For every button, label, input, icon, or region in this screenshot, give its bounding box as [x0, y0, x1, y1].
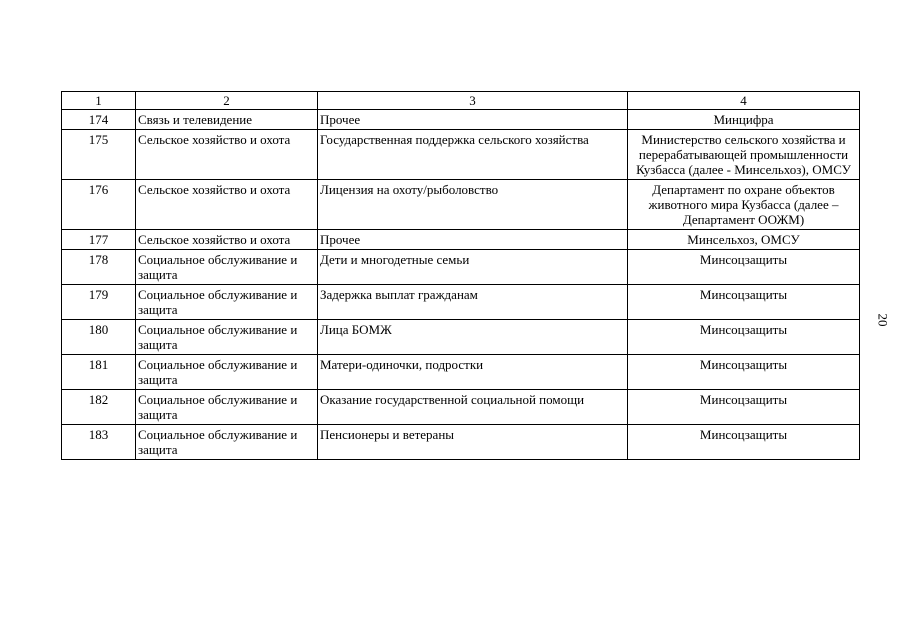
row-sphere: Связь и телевидение — [136, 110, 318, 130]
row-responsible: Минсельхоз, ОМСУ — [628, 230, 860, 250]
row-number: 182 — [62, 390, 136, 425]
row-sphere: Социальное обслуживание и защита — [136, 320, 318, 355]
row-sphere: Социальное обслуживание и защита — [136, 390, 318, 425]
table-row — [62, 230, 860, 250]
row-number: 174 — [62, 110, 136, 130]
table-row — [62, 130, 860, 180]
row-subject: Прочее — [318, 110, 628, 130]
table-header-row — [62, 92, 860, 110]
row-number: 176 — [62, 180, 136, 230]
row-sphere: Социальное обслуживание и защита — [136, 250, 318, 285]
row-responsible: Минсоцзащиты — [628, 355, 860, 390]
row-subject: Задержка выплат гражданам — [318, 285, 628, 320]
row-subject: Лицензия на охоту/рыболовство — [318, 180, 628, 230]
row-responsible: Минсоцзащиты — [628, 250, 860, 285]
row-responsible: Минсоцзащиты — [628, 320, 860, 355]
row-sphere: Сельское хозяйство и охота — [136, 180, 318, 230]
table-row — [62, 355, 860, 390]
page-number: 20 — [875, 313, 891, 327]
table-row — [62, 285, 860, 320]
table-row — [62, 425, 860, 460]
row-number: 175 — [62, 130, 136, 180]
row-number: 183 — [62, 425, 136, 460]
row-subject: Прочее — [318, 230, 628, 250]
row-number: 179 — [62, 285, 136, 320]
row-responsible: Минсоцзащиты — [628, 425, 860, 460]
header-col-3: 3 — [318, 92, 628, 110]
table-row — [62, 320, 860, 355]
table-row — [62, 250, 860, 285]
row-number: 177 — [62, 230, 136, 250]
row-number: 178 — [62, 250, 136, 285]
row-responsible: Минцифра — [628, 110, 860, 130]
header-col-2: 2 — [136, 92, 318, 110]
row-responsible: Министерство сельского хозяйства и перерабатывающей промышленности Кузбасса (далее - Минсельхоз), ОМСУ — [628, 130, 860, 180]
row-sphere: Социальное обслуживание и защита — [136, 285, 318, 320]
row-responsible: Минсоцзащиты — [628, 390, 860, 425]
row-responsible: Департамент по охране объектов животного мира Кузбасса (далее – Департамент ООЖМ) — [628, 180, 860, 230]
row-subject: Дети и многодетные семьи — [318, 250, 628, 285]
row-subject: Государственная поддержка сельского хозяйства — [318, 130, 628, 180]
row-sphere: Сельское хозяйство и охота — [136, 130, 318, 180]
row-sphere: Социальное обслуживание и защита — [136, 355, 318, 390]
row-subject: Матери-одиночки, подростки — [318, 355, 628, 390]
row-sphere: Сельское хозяйство и охота — [136, 230, 318, 250]
row-number: 180 — [62, 320, 136, 355]
table-row — [62, 180, 860, 230]
row-number: 181 — [62, 355, 136, 390]
table-row — [62, 390, 860, 425]
row-subject: Лица БОМЖ — [318, 320, 628, 355]
row-subject: Пенсионеры и ветераны — [318, 425, 628, 460]
header-col-1: 1 — [62, 92, 136, 110]
document-table — [61, 91, 860, 460]
row-subject: Оказание государственной социальной помощи — [318, 390, 628, 425]
header-col-4: 4 — [628, 92, 860, 110]
row-sphere: Социальное обслуживание и защита — [136, 425, 318, 460]
table-row — [62, 110, 860, 130]
row-responsible: Минсоцзащиты — [628, 285, 860, 320]
